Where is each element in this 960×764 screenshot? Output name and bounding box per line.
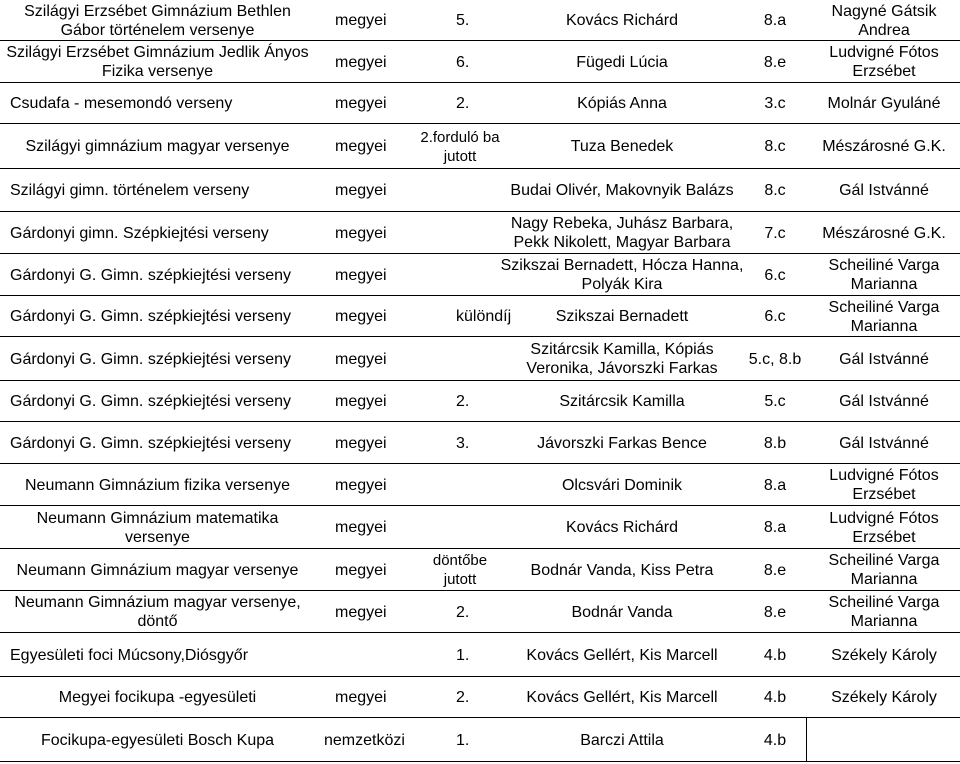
row-divider	[0, 761, 960, 762]
competition-name: Szilágyi gimn. történelem verseny	[10, 182, 250, 199]
teacher-cell: Scheiliné Varga Marianna	[828, 257, 940, 293]
competition-name: Szilágyi gimnázium magyar versenye	[25, 138, 290, 155]
competition-name: Gárdonyi G. Gimn. szépkiejtési verseny	[10, 434, 291, 452]
level-cell: megyei	[335, 53, 387, 71]
class-cell: 8.e	[763, 53, 787, 71]
level-cell: nemzetközi	[324, 731, 405, 749]
competition-name: Megyei focikupa -egyesületi	[58, 689, 257, 706]
student-cell: Nagy Rebeka, Juhász Barbara, Pekk Nikolett, Magyar Barbara	[510, 215, 734, 251]
student-cell: Kópiás Anna	[577, 95, 667, 112]
teacher-cell: Scheiliné Varga Marianna	[828, 298, 940, 335]
student-cell: Tuza Benedek	[570, 138, 674, 155]
class-cell: 5.c	[764, 393, 786, 410]
table-row	[0, 591, 960, 633]
competition-name: Neumann Gimnázium matematika versenye	[36, 509, 279, 546]
student-cell: Barczi Attila	[580, 731, 664, 749]
level-cell: megyei	[335, 12, 387, 29]
level-cell: megyei	[335, 519, 387, 536]
place-cell: 2.	[456, 689, 470, 706]
class-cell: 6.c	[764, 266, 786, 284]
teacher-cell: Mészárosné G.K.	[822, 224, 946, 242]
student-cell: Kovács Richárd	[565, 12, 679, 29]
table-row	[0, 83, 960, 124]
level-cell: megyei	[335, 393, 387, 410]
class-cell: 6.c	[764, 308, 786, 325]
class-cell: 4.b	[763, 731, 787, 749]
level-cell: megyei	[335, 350, 387, 368]
place-cell	[420, 506, 500, 549]
class-cell: 8.a	[763, 476, 787, 494]
teacher-cell: Gál Istvánné	[839, 350, 929, 368]
teacher-cell: Scheiliné Varga Marianna	[828, 594, 940, 630]
student-cell: Kovács Gellért, Kis Marcell	[526, 646, 718, 664]
table-row	[0, 124, 960, 169]
student-cell: Jávorszki Farkas Bence	[537, 434, 707, 452]
student-cell: Olcsvári Dominik	[561, 476, 682, 494]
place-cell: 2.	[456, 95, 470, 112]
student-cell: Kovács Gellért, Kis Marcell	[526, 689, 718, 706]
competition-name: Egyesületi foci Múcsony,Diósgyőr	[10, 646, 249, 664]
level-cell: megyei	[335, 561, 387, 579]
teacher-cell: Székely Károly	[831, 689, 937, 706]
table-row	[0, 254, 960, 296]
student-cell: Budai Olivér, Makovnyik Balázs	[510, 182, 734, 199]
table-row	[0, 549, 960, 591]
level-cell: megyei	[335, 308, 387, 325]
place-cell: 1.	[456, 731, 470, 749]
class-cell: 8.b	[763, 434, 787, 452]
level-cell: megyei	[335, 603, 387, 621]
teacher-cell: Nagyné Gátsik Andrea	[831, 2, 937, 39]
competition-name: Focikupa-egyesületi Bosch Kupa	[40, 731, 275, 749]
level-cell: megyei	[335, 95, 387, 112]
place-cell: 1.	[456, 646, 470, 664]
competition-name: Szilágyi Erzsébet Gimnázium Jedlik Ányos Fizika versenye	[6, 44, 309, 80]
place-cell: különdíj	[456, 308, 512, 325]
student-cell: Szitárcsik Kamilla, Kópiás Veronika, Jávorszki Farkas	[526, 341, 718, 377]
place-cell	[420, 464, 500, 506]
class-cell: 8.c	[764, 138, 786, 155]
table-right-border	[806, 718, 807, 762]
place-cell: döntőbe jutott	[432, 552, 488, 588]
teacher-cell: Gál Istvánné	[839, 393, 929, 410]
place-cell: 3.	[456, 434, 470, 452]
class-cell: 7.c	[764, 224, 786, 242]
class-cell: 8.e	[763, 561, 787, 579]
table-row	[0, 212, 960, 254]
teacher-cell: Ludvigné Fótos Erzsébet	[829, 509, 939, 546]
table-row	[0, 422, 960, 464]
teacher-cell	[808, 718, 960, 762]
table-row	[0, 0, 960, 41]
teacher-cell: Ludvigné Fótos Erzsébet	[829, 44, 939, 80]
table-row	[0, 41, 960, 83]
student-cell: Szitárcsik Kamilla	[559, 393, 685, 410]
teacher-cell: Ludvigné Fótos Erzsébet	[829, 467, 939, 503]
level-cell: megyei	[335, 266, 387, 284]
place-cell: 2.forduló ba jutott	[420, 128, 500, 165]
student-cell: Szikszai Bernadett	[555, 308, 689, 325]
class-cell: 8.c	[764, 182, 786, 199]
teacher-cell: Scheiliné Varga Marianna	[828, 552, 940, 588]
place-cell	[420, 254, 500, 296]
class-cell: 5.c, 8.b	[748, 350, 802, 368]
table-row	[0, 506, 960, 549]
student-cell: Bodnár Vanda	[571, 603, 673, 621]
level-cell: megyei	[335, 476, 387, 494]
competition-name: Gárdonyi gimn. Szépkiejtési verseny	[10, 224, 269, 242]
teacher-cell: Székely Károly	[831, 646, 937, 664]
level-cell: megyei	[335, 434, 387, 452]
competition-name: Neumann Gimnázium magyar versenye	[16, 561, 299, 579]
place-cell: 2.	[456, 603, 470, 621]
table-row	[0, 337, 960, 381]
place-cell: 6.	[456, 53, 470, 71]
teacher-cell: Gál Istvánné	[839, 434, 929, 452]
student-cell: Kovács Richárd	[565, 519, 679, 536]
table-row	[0, 677, 960, 718]
competition-name: Neumann Gimnázium fizika versenye	[25, 476, 290, 494]
place-cell: 5.	[456, 12, 470, 29]
teacher-cell: Molnár Gyuláné	[827, 95, 941, 112]
level-cell: megyei	[335, 138, 387, 155]
place-cell	[420, 169, 500, 212]
class-cell: 4.b	[763, 689, 787, 706]
level-cell: megyei	[335, 224, 387, 242]
student-cell: Fügedi Lúcia	[576, 53, 668, 71]
level-cell: megyei	[335, 689, 387, 706]
competition-name: Neumann Gimnázium magyar versenye, döntő	[14, 594, 301, 630]
place-cell	[420, 212, 500, 254]
teacher-cell: Gál Istvánné	[839, 182, 929, 199]
competition-name: Gárdonyi G. Gimn. szépkiejtési verseny	[10, 393, 291, 410]
competition-name: Gárdonyi G. Gimn. szépkiejtési verseny	[10, 308, 291, 325]
level-cell: megyei	[335, 182, 387, 199]
class-cell: 8.a	[763, 12, 787, 29]
table-row	[0, 464, 960, 506]
place-cell: 2.	[456, 393, 470, 410]
level-cell	[318, 633, 418, 677]
place-cell	[420, 337, 500, 381]
class-cell: 8.a	[763, 519, 787, 536]
student-cell: Szikszai Bernadett, Hócza Hanna, Polyák Kira	[500, 257, 744, 293]
table-row	[0, 381, 960, 422]
competition-name: Gárdonyi G. Gimn. szépkiejtési verseny	[10, 266, 291, 284]
class-cell: 8.e	[763, 603, 787, 621]
competition-name: Szilágyi Erzsébet Gimnázium Bethlen Gábor történelem versenye	[24, 2, 291, 39]
table-row	[0, 169, 960, 212]
table-row	[0, 296, 960, 337]
student-cell: Bodnár Vanda, Kiss Petra	[530, 561, 714, 579]
table-row	[0, 633, 960, 677]
teacher-cell: Mészárosné G.K.	[822, 138, 946, 155]
class-cell: 4.b	[763, 646, 787, 664]
class-cell: 3.c	[764, 95, 786, 112]
table-row	[0, 718, 960, 762]
competition-name: Csudafa - mesemondó verseny	[10, 95, 233, 112]
competition-name: Gárdonyi G. Gimn. szépkiejtési verseny	[10, 350, 291, 368]
